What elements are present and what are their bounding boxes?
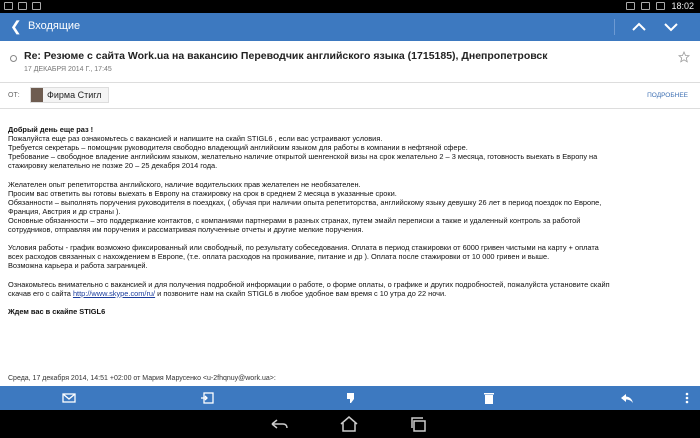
download-icon: [18, 2, 27, 10]
body-paragraph: [8, 307, 692, 316]
reply-icon[interactable]: [620, 391, 634, 405]
folder-title[interactable]: Входящие: [28, 20, 81, 32]
sender-row: [0, 84, 700, 106]
divider: [0, 82, 700, 83]
sender-name: Фирма Стигл: [47, 90, 102, 100]
body-line: Добрый день еще раз !: [8, 125, 94, 134]
delete-icon[interactable]: [482, 391, 496, 405]
body-line: Франция, Австрия и др страны ).: [8, 206, 121, 216]
avatar: [31, 88, 43, 102]
message-subject: Re: Резюме с сайта Work.ua на вакансию Переводчик английского языка (1715185), Днепропетровск: [24, 50, 548, 62]
skype-line-after: и позвоните нам на скайп STIGL6 в любое удобное вам время с 10 утра до 22 ночи.: [155, 288, 447, 298]
body-line: Возможна карьера и работа заграницей.: [8, 261, 148, 271]
details-link[interactable]: ПОДРОБНЕЕ: [647, 92, 688, 99]
body-line: Основные обязанности – это поддержание контактов, с компаниями партнерами в разных странах, путем эмайл переписки а также и удаленный контроль за работой: [8, 215, 581, 225]
body-line: Просим вас ответить вы готовы выехать в Европу на стажировку на срок в среднем 2 месяца в указанные сроки.: [8, 188, 397, 198]
skype-line: [8, 289, 692, 298]
unread-indicator[interactable]: [10, 55, 17, 62]
body-line: сотрудников, отправляя им поручения и рассматривая полученные отчеты и другие мелкие поручения.: [8, 225, 364, 235]
system-nav-bar: [0, 410, 700, 438]
sender-chip[interactable]: [30, 87, 109, 103]
message-date: 17 ДЕКАБРЯ 2014 Г., 17:45: [24, 66, 112, 73]
usb-icon: [32, 2, 41, 10]
body-line: Условия работы - график возможно фиксированный или свободный, по результату собеседования. Оплата в период стажировки от 6000 гривен чистыми на карту + оплата: [8, 243, 599, 253]
body-paragraph: [8, 180, 692, 235]
vpn-icon: [626, 2, 635, 10]
chevron-down-icon[interactable]: [658, 17, 684, 37]
home-icon[interactable]: [338, 415, 360, 433]
battery-icon: [656, 2, 665, 10]
quote-meta: Среда, 17 декабря 2014, 14:51 +02:00 от Мария Марусенко <u-2fhqnuy@work.ua>:: [8, 375, 276, 382]
screenshot-icon: [4, 2, 13, 10]
body-line: стажировку желательно не позже 20 – 25 декабря 2014 года.: [8, 161, 218, 171]
body-line: Желателен опыт репетиторства английского, наличие водительских прав желателен не необязателен.: [8, 179, 361, 189]
status-icons-right: [626, 1, 694, 11]
back-icon[interactable]: [268, 415, 290, 433]
body-line: Пожалуйста еще раз ознакомьтесь с вакансией и напишите на скайп STIGL6 , если вас устраивают условия.: [8, 134, 383, 144]
action-bar: [0, 13, 700, 41]
body-line: всех расходов связанных с нахождением в Европе, (т.е. оплата расходов на проживание, питание и др ). Оплата после стажировки от 10 000 гривен и выше.: [8, 252, 550, 262]
body-paragraph: [8, 280, 692, 298]
chevron-up-icon[interactable]: [626, 17, 652, 37]
recent-apps-icon[interactable]: [408, 415, 430, 433]
message-body: [8, 125, 692, 325]
message-toolbar: [0, 386, 700, 410]
divider: [614, 19, 615, 35]
body-paragraph: [8, 243, 692, 270]
skype-line-before: скачав его с сайта: [8, 288, 73, 298]
status-time: 18:02: [671, 1, 694, 11]
body-paragraph: [8, 125, 692, 170]
chevron-left-icon[interactable]: ❮: [10, 18, 22, 34]
status-bar: [0, 0, 700, 13]
more-icon[interactable]: [680, 391, 694, 405]
from-label: ОТ:: [8, 92, 20, 99]
body-line: Требование – свободное владение английским языком, желательно наличие открытой шенгенской визы на срок желательно 2 – 3 месяца, готовность выехать в Европу на: [8, 152, 598, 162]
closing-line: Ждем вас в скайпе STIGL6: [8, 306, 106, 316]
skype-link[interactable]: http://www.skype.com/ru/: [72, 288, 156, 298]
spam-icon[interactable]: [344, 391, 358, 405]
compose-icon[interactable]: [62, 391, 76, 405]
move-to-folder-icon[interactable]: [200, 391, 214, 405]
message-header: [0, 41, 700, 81]
divider: [0, 108, 700, 109]
body-line: Требуется секретарь – помощник руководителя свободно владеющий английским языком для работы в компании в нефтяной сфере.: [8, 143, 468, 153]
body-line: Ознакомьтесь внимательно с вакансией и для получения подробной информации о работе, о форме оплаты, о графике и других подробностей, пожалуйста установите скайп: [8, 279, 610, 289]
star-icon[interactable]: [678, 51, 690, 63]
wifi-icon: [641, 2, 650, 10]
status-icons-left: [4, 2, 41, 10]
body-line: Обязанности – выполнять поручения руководителя в поездках, ( обучая при наличии опыта репетиторства, английскому языку девушку 26 лет в период поездок по Европе,: [8, 197, 602, 207]
